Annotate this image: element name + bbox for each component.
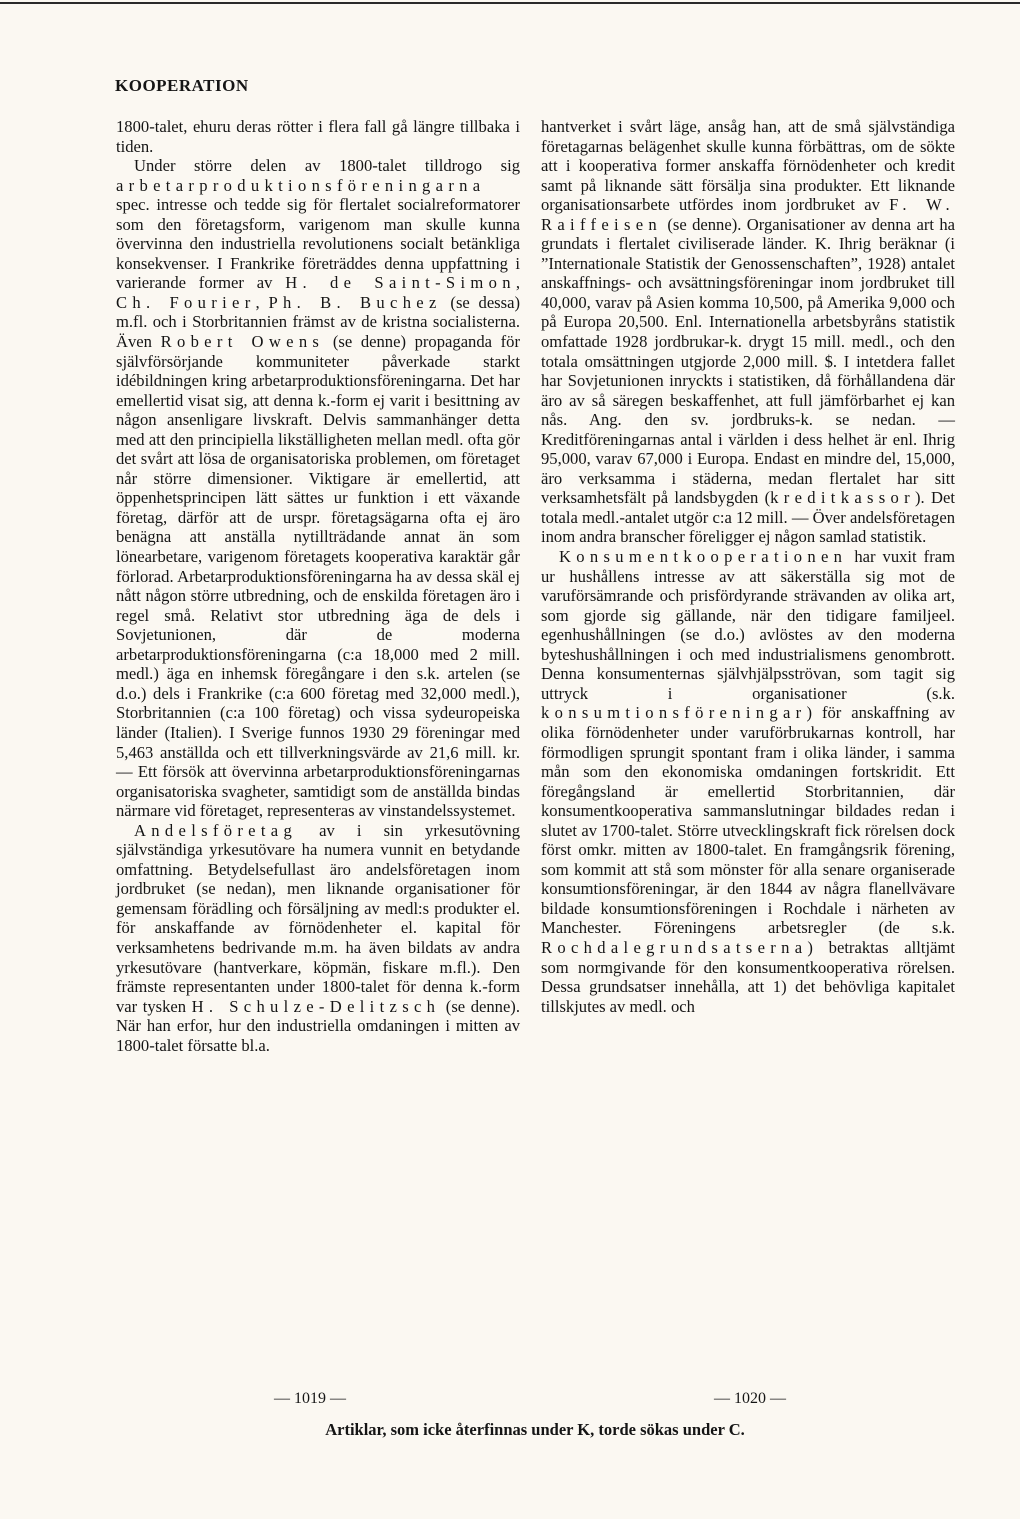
paragraph: Andelsföretag av i sin yrkesutövning självständiga yrkesutövare ha numera vunnit en betydande omfattning. Betydelsefullast äro andelsföretagen inom jordbruket (se nedan), men liknande organisationer för gemensam förädling och försäljning av medl:s produkter el. för anskaffande av förnödenheter el. kapital för verksamhetens bedrivande m.m. ha även bildats av andra yrkesutövare (hantverkare, köpmän, fiskare m.fl.). Den främste representanten under 1800-talet för denna k.-form var tysken H. Schulze-Delitzsch (se denne). När han erfor, hur den industriella omdaningen i mitten av 1800-talet försatte bl.a. — [116, 820, 520, 1055]
page-number-left: — 1019 — — [274, 1390, 346, 1407]
right-column — [541, 117, 955, 1016]
left-column — [116, 117, 520, 1055]
page-header: KOOPERATION — [115, 76, 249, 95]
paragraph: Under större delen av 1800-talet tilldrogo sig arbetarproduktionsföreningarna spec. intresse och tedde sig för flertalet socialreformatorer som den företagsform, varigenom man skulle kunna övervinna den industriella revolutionens socialt betänkliga konsekvenser. I Frankrike företräddes denna uppfattning i varierande former av H. de Saint-Simon, Ch. Fourier, Ph. B. Buchez (se dessa) m.fl. och i Storbritannien främst av de kristna socialisterna. Även Robert Owens (se denne) propaganda för självförsörjande kommuniteter påverkade starkt idébildningen kring arbetarproduktionsföreningarna. Det har emellertid visat sig, att denna k.-form ej varit i besittning av någon ansenligare livskraft. Delvis sammanhänger detta med att den principiella likställigheten mellan medl. ofta gör det svårt att lösa de organisatoriska problemen, om företaget når större dimensioner. Viktigare är emellertid, att öppenhetsprincipen lätt sättes ur funktion i ett växande företag, därför att de urspr. företagsägarna ofta ej äro benägna att anställa nytillträdande annat än som lönearbetare, varigenom företagets kooperativa karaktär går förlorad. Arbetarproduktionsföreningarna ha av dessa skäl ej nått någon större utbredning, och de enskilda företagen äro i regel små. Relativt stor utbredning äga de dels i Sovjetunionen, där de moderna arbetarproduktionsföreningarna (c:a 18,000 med 2 mill. medl.) äga en inhemsk föregångare i den s.k. artelen (se d.o.) dels i Frankrike (c:a 600 företag med 32,000 medl.), Storbritannien (c:a 100 företag) och vissa sydeuropeiska länder (Italien). I Sverige funnos 1930 29 föreningar med 5,463 anställda och ett tillverkningsvärde av 21,6 mill. kr. — Ett försök att övervinna arbetarproduktionsföreningarnas organisatoriska svagheter, samtidigt som de anställda bindas närmare vid företaget, representeras av vinstandelssystemet. — [116, 156, 520, 821]
top-rule — [0, 2, 1020, 4]
page-number-right: — 1020 — — [714, 1390, 786, 1407]
footer-note: Artiklar, som icke återfinnas under K, torde sökas under C. — [325, 1420, 745, 1439]
paragraph: Konsumentkooperationen har vuxit fram ur hushållens intresse av att säkerställa sig mot de varuförsämrande och prisfördyrande strävanden av olika art, som gjorde sig gällande, när den tidigare familjeel. egenhushållningen (se d.o.) avlöstes av den moderna byteshushållningen i och med industrialismens genombrott. Denna konsumenternas självhjälpsströvan, som tagit sig uttryck i organisationer (s.k. konsumtionsföreningar) för anskaffning av olika förnödenheter under varuförbrukarnas kontroll, har förmodligen sprungit spontant fram i olika länder, i samma mån som den ekonomiska omdaningen fortskridit. Ett föregångsland är emellertid Storbritannien, där konsumentkooperativa sammanslutningar bildades redan i slutet av 1700-talet. Större utvecklingskraft fick rörelsen dock först omkr. mitten av 1800-talet. En framgångsrik förening, som kommit att stå som mönster för alla senare organiserade konsumtionsföreningar, är den 1844 av några flanellvävare bildade konsumtionsföreningen i Rochdale i närheten av Manchester. Föreningens arbetsregler (de s.k. Rochdalegrundsatserna) betraktas alltjämt som normgivande för den konsumentkooperativa rörelsen. Dessa grundsatser innehålla, att 1) det behövliga kapitalet tillskjutes av medl. och — [541, 547, 955, 1016]
paragraph: 1800-talet, ehuru deras rötter i flera fall gå längre tillbaka i tiden. — [116, 117, 520, 156]
paragraph: hantverket i svårt läge, ansåg han, att de små självständiga företagarnas belägenhet skulle kunna förbättras, om de sökte att i kooperativa former anskaffa förnödenheter och kredit samt på liknande sätt försälja sina produkter. Ett liknande organisationsarbete utfördes inom jordbruket av F. W. Raiffeisen (se denne). Organisationer av denna art ha grundats i flertalet civiliserade länder. K. Ihrig beräknar (i ”Internationale Statistik der Genossenschaften”, 1928) antalet anskaffnings- och avsättningsföreningar inom jordbruket till 40,000, varav på Asien komma 10,500, på Amerika 9,000 och på Europa 20,500. Enl. Internationella arbetsbyråns statistik omfattade 1928 jordbrukar-k. drygt 15 mill. medl., och den totala omsättningen utgjorde 2,000 mill. $. I intetdera fallet har Sovjetunionen inryckts i statistiken, då förhållandena där äro av så säregen beskaffenhet, att full jämförbarhet ej kan nås. Ang. den sv. jordbruks-k. se nedan. — Kreditföreningarnas antal i världen i dess helhet är enl. Ihrig 95,000, varav 67,000 i Europa. Endast en mindre del, 15,000, äro verksamma i städerna, medan flertalet har sitt verksamhetsfält på landsbygden (kreditkassor). Det totala medl.-antalet utgör c:a 12 mill. — Över andelsföretagen inom andra branscher föreligger ej någon samlad statistik. — [541, 117, 956, 547]
